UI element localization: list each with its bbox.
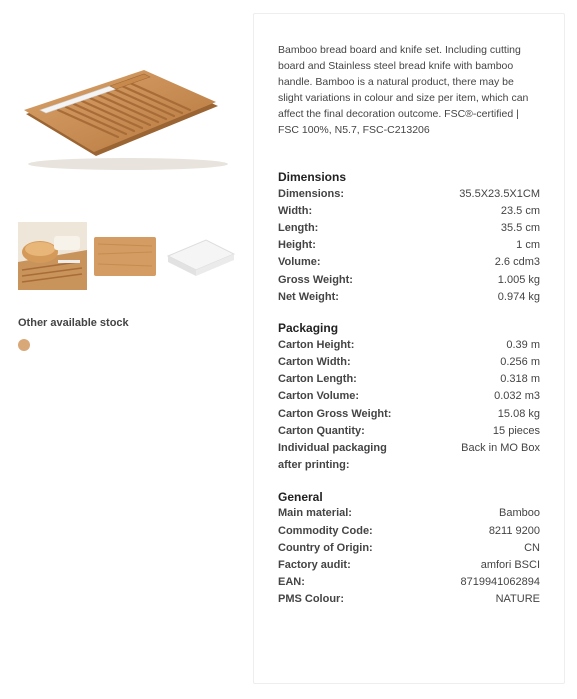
spec-row xyxy=(278,388,540,405)
spec-key: Carton Quantity: xyxy=(278,425,365,437)
board-top-view-image xyxy=(92,222,161,290)
thumbnail-bread-scene[interactable] xyxy=(18,222,87,290)
spec-row xyxy=(278,540,540,557)
spec-row xyxy=(278,289,540,306)
packaging-title: Packaging xyxy=(278,321,339,335)
white-box-image xyxy=(166,222,235,290)
thumbnail-board-only[interactable] xyxy=(92,222,161,290)
spec-key: Volume: xyxy=(278,256,321,268)
spec-key: Length: xyxy=(278,222,319,234)
spec-key: Carton Height: xyxy=(278,339,355,351)
spec-row xyxy=(278,591,540,608)
spec-value: 15.08 kg xyxy=(497,408,540,420)
thumbnail-gallery xyxy=(18,222,235,290)
spec-key: Country of Origin: xyxy=(278,542,373,554)
spec-row xyxy=(278,574,540,591)
spec-value: amfori BSCI xyxy=(480,559,540,571)
spec-value: NATURE xyxy=(495,593,540,605)
spec-row xyxy=(278,440,540,474)
spec-row xyxy=(278,254,540,271)
spec-row xyxy=(278,237,540,254)
spec-value: Bamboo xyxy=(499,507,540,519)
spec-row xyxy=(278,423,540,440)
other-stock-label: Other available stock xyxy=(18,317,129,329)
spec-value: 0.318 m xyxy=(500,373,540,385)
spec-row xyxy=(278,186,540,203)
spec-row xyxy=(278,523,540,540)
spec-value: 8211 9200 xyxy=(488,525,540,537)
spec-key: Net Weight: xyxy=(278,291,339,303)
spec-value: 0.256 m xyxy=(500,356,540,368)
spec-key: Carton Length: xyxy=(278,373,357,385)
spec-row xyxy=(278,371,540,388)
thumbnail-white-box[interactable] xyxy=(166,222,235,290)
spec-key: Factory audit: xyxy=(278,559,351,571)
spec-row xyxy=(278,203,540,220)
spec-row xyxy=(278,272,540,289)
spec-value: 1.005 kg xyxy=(497,274,540,286)
bread-scene-image xyxy=(18,222,87,290)
spec-value: 35.5X23.5X1CM xyxy=(459,188,540,200)
spec-key: EAN: xyxy=(278,576,305,588)
spec-key: Individual packaging after printing: xyxy=(278,442,387,471)
spec-value: CN xyxy=(524,542,540,554)
spec-row xyxy=(278,354,540,371)
spec-value: 0.39 m xyxy=(506,339,540,351)
spec-key: Carton Gross Weight: xyxy=(278,408,392,420)
product-description: Bamboo bread board and knife set. Including cutting board and Stainless steel bread knife with bamboo handle. Bamboo is a natural product, there may be slight variations in colour and size per item, which can affect the final decoration outcome. FSC®-certified | FSC 100%, N5.7, FSC-C213206 xyxy=(278,44,529,136)
spec-value: 0.974 kg xyxy=(497,291,540,303)
spec-value: 8719941062894 xyxy=(460,576,540,588)
spec-value: 15 pieces xyxy=(492,425,540,437)
spec-key: Main material: xyxy=(278,507,352,519)
bread-board-illustration xyxy=(18,52,232,172)
spec-key: Commodity Code: xyxy=(278,525,373,537)
spec-key: Width: xyxy=(278,205,313,217)
dimensions-title: Dimensions xyxy=(278,170,347,184)
spec-key: Carton Width: xyxy=(278,356,351,368)
spec-key: Dimensions: xyxy=(278,188,345,200)
spec-value: 35.5 cm xyxy=(500,222,540,234)
spec-value: 23.5 cm xyxy=(500,205,540,217)
spec-key: PMS Colour: xyxy=(278,593,344,605)
spec-row xyxy=(278,406,540,423)
color-swatch-nature[interactable] xyxy=(18,339,30,351)
general-title: General xyxy=(278,490,323,504)
spec-value: 2.6 cdm3 xyxy=(494,256,540,268)
spec-value: Back in MO Box xyxy=(461,442,540,454)
spec-key: Carton Volume: xyxy=(278,390,360,402)
spec-key: Height: xyxy=(278,239,316,251)
spec-value: 1 cm xyxy=(516,239,540,251)
spec-row xyxy=(278,505,540,522)
spec-row xyxy=(278,337,540,354)
spec-row xyxy=(278,220,540,237)
spec-key: Gross Weight: xyxy=(278,274,353,286)
spec-row xyxy=(278,557,540,574)
main-product-image[interactable] xyxy=(18,52,232,172)
spec-value: 0.032 m3 xyxy=(494,390,540,402)
